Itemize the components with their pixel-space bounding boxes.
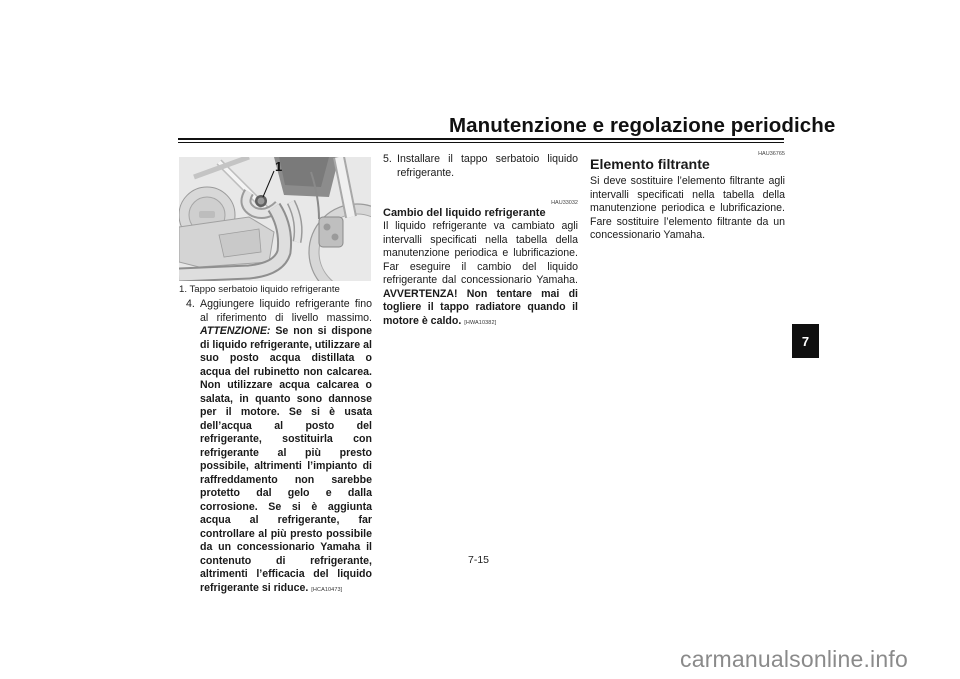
callout-number: 1 xyxy=(275,159,283,174)
section-code: HAU36765 xyxy=(758,151,785,157)
warning-text: Se non si dispone di liquido refrigerante, utilizzare al suo posto acqua distillata o acqua del rubinetto non calcarea. Non utilizzare acqua calcarea o salata, in quanto sono dannose per il motore. Se si è usata dell’acqua al posto del refrigerante, sostituirla con refrigerante al più presto possibile, altrimenti l’impianto di raffreddamento non sarebbe protetto dal gelo e dalla corrosione. Se si è aggiunta acqua al refrigerante, far controllare al più presto possibile da un concessionario Yamaha il contenuto di refrigerante, altrimenti l’efficacia del liquido refrigerante si riduce. xyxy=(200,325,372,594)
warning-label: ATTENZIONE: xyxy=(200,325,271,337)
section-body: Si deve sostituire l’elemento filtrante agli intervalli specificati nella tabella della manutenzione periodica e lubrificazione. Fare sostituire l’elemento filtrante da un concessionario Yamaha. xyxy=(590,175,785,241)
column-2 xyxy=(383,153,578,330)
page-number: 7-15 xyxy=(468,554,490,566)
section-body xyxy=(383,220,578,330)
column-1 xyxy=(186,298,372,597)
step-4 xyxy=(186,298,372,597)
column-3 xyxy=(590,150,785,243)
engine-illustration xyxy=(179,157,371,281)
watermark: carmanualsonline.info xyxy=(680,646,908,672)
body-text: Il liquido refrigerante va cambiato agli intervalli specificati nella tabella della manutenzione periodica e lubrificazione. Far eseguire il cambio del liquido refrigerante dal concessionario Yamaha. xyxy=(383,220,578,286)
section-code: HAU33032 xyxy=(551,200,578,206)
figure-caption: 1. Tappo serbatoio liquido refrigerante xyxy=(179,284,340,295)
header-double-rule xyxy=(178,138,784,143)
step-text: Aggiungere liquido refrigerante fino al riferimento di livello massimo. xyxy=(200,298,372,324)
section-heading: Elemento filtrante xyxy=(590,157,710,173)
step-text: Installare il tappo serbatoio liquido refrigerante. xyxy=(397,153,578,179)
chapter-tab: 7 xyxy=(792,324,819,358)
reference-code: [HCA10473] xyxy=(311,586,343,593)
page-title: Manutenzione e regolazione periodiche xyxy=(449,114,836,137)
step-number: 4. xyxy=(186,298,195,310)
motorcycle-engine-drawing xyxy=(179,157,371,281)
reference-code: [HWA10382] xyxy=(464,319,497,326)
step-5 xyxy=(383,153,578,180)
section-heading: Cambio del liquido refrigerante xyxy=(383,207,546,219)
warning-text: AVVERTENZA! Non tentare mai di togliere il tappo radiatore quando il motore è caldo. xyxy=(383,287,578,327)
step-number: 5. xyxy=(383,153,392,165)
